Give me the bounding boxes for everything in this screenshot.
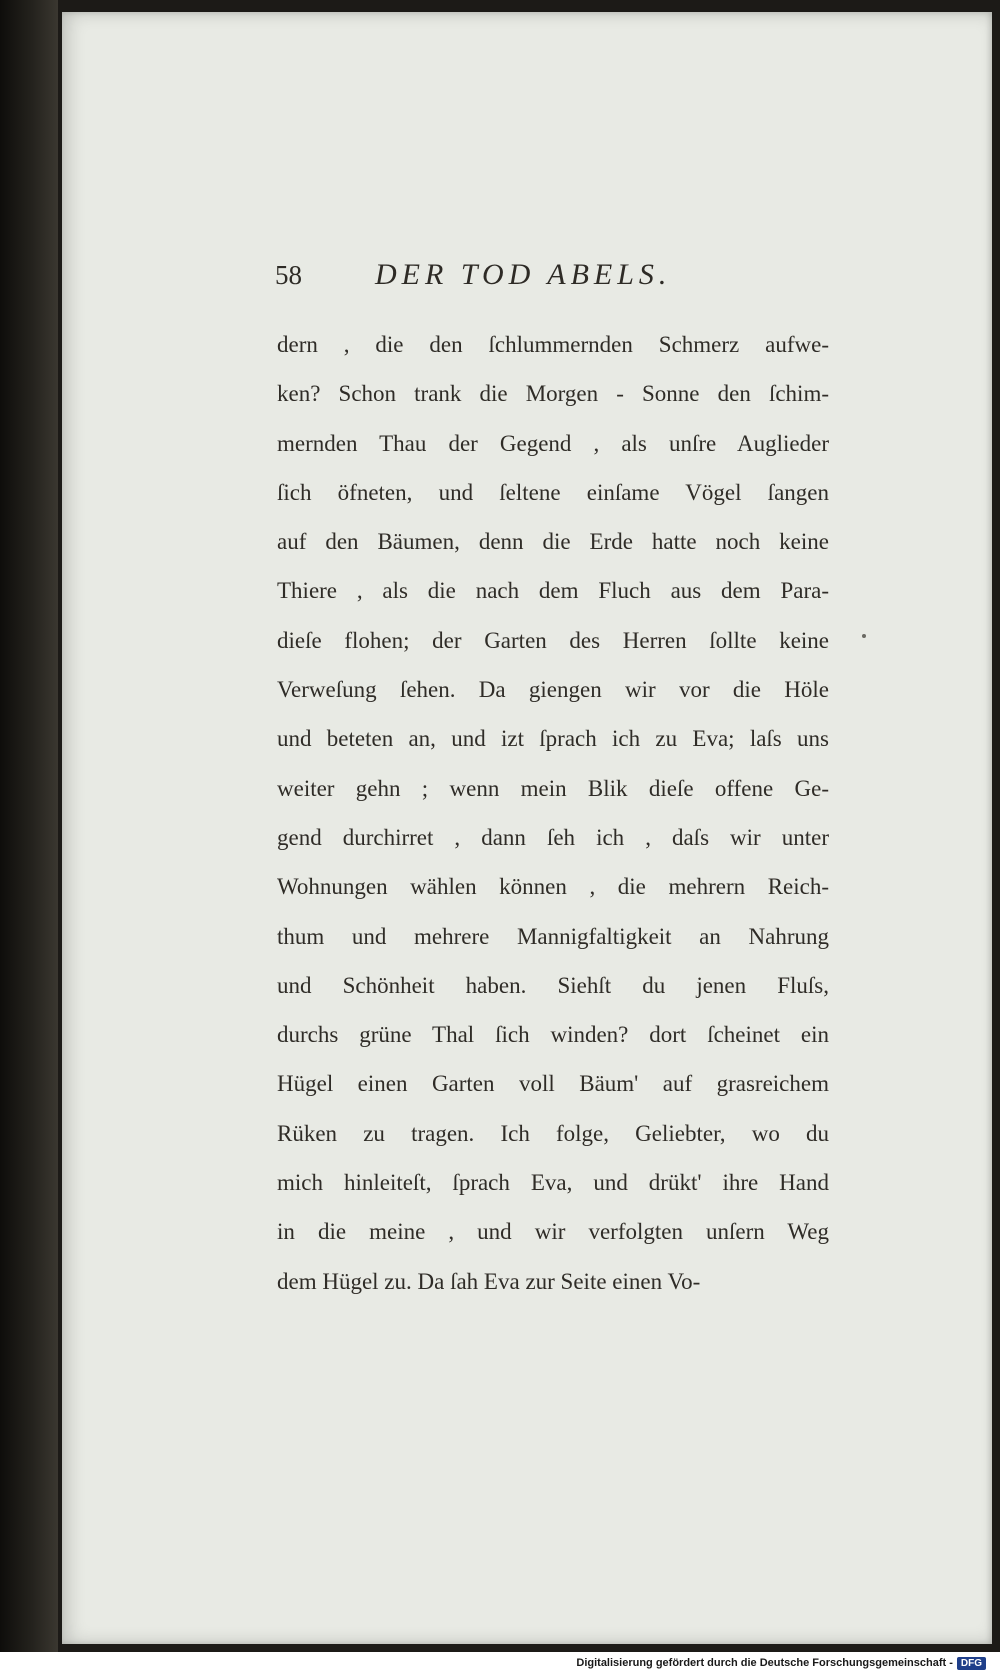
text-line: dem Hügel zu. Da ſah Eva zur Seite einen Vo-: [277, 1268, 701, 1294]
page-number: 58: [275, 260, 302, 290]
text-line: mernden Thau der Gegend , als unſre Auglieder: [277, 430, 829, 456]
text-line: ken? Schon trank die Morgen - Sonne den ſchim-: [277, 381, 829, 407]
book-spine-edge: [0, 0, 58, 1652]
running-head: [275, 258, 755, 298]
running-title: DER TOD ABELS.: [375, 258, 672, 291]
credit-text: Digitalisierung gefördert durch die Deutsche Forschungsgemeinschaft -: [576, 1657, 953, 1669]
text-line: durchs grüne Thal ſich winden? dort ſcheinet ein: [277, 1022, 829, 1048]
text-line: thum und mehrere Mannigfaltigkeit an Nahrung: [277, 923, 829, 949]
text-line: weiter gehn ; wenn mein Blik dieſe offene Ge-: [277, 775, 829, 801]
text-line: und Schönheit haben. Siehſt du jenen Fluſs,: [277, 972, 829, 998]
text-line: Hügel einen Garten voll Bäum' auf grasreichem: [277, 1071, 829, 1097]
text-line: Rüken zu tragen. Ich folge, Geliebter, wo du: [277, 1120, 829, 1146]
text-line: mich hinleiteſt, ſprach Eva, und drükt' ihre Hand: [277, 1170, 829, 1196]
text-line: in die meine , und wir verfolgten unſern Weg: [277, 1219, 829, 1245]
text-line: und beteten an, und izt ſprach ich zu Eva; laſs uns: [277, 726, 829, 752]
paper-speck: [862, 634, 866, 638]
text-line: dieſe flohen; der Garten des Herren ſollte keine: [277, 627, 829, 653]
dfg-logo: DFG: [957, 1657, 986, 1670]
text-line: ſich öfneten, und ſeltene einſame Vögel ſangen: [277, 479, 829, 505]
text-line: auf den Bäumen, denn die Erde hatte noch keine: [277, 529, 829, 555]
text-line: Verweſung ſehen. Da giengen wir vor die Höle: [277, 677, 829, 703]
digitization-credit: [576, 1655, 986, 1671]
text-line: dern , die den ſchlummernden Schmerz aufwe-: [277, 332, 829, 357]
text-line: Thiere , als die nach dem Fluch aus dem Para-: [277, 578, 829, 604]
text-line: gend durchirret , dann ſeh ich , daſs wir unter: [277, 824, 829, 850]
body-text: [277, 320, 829, 1306]
text-line: Wohnungen wählen können , die mehrern Reich-: [277, 874, 829, 900]
